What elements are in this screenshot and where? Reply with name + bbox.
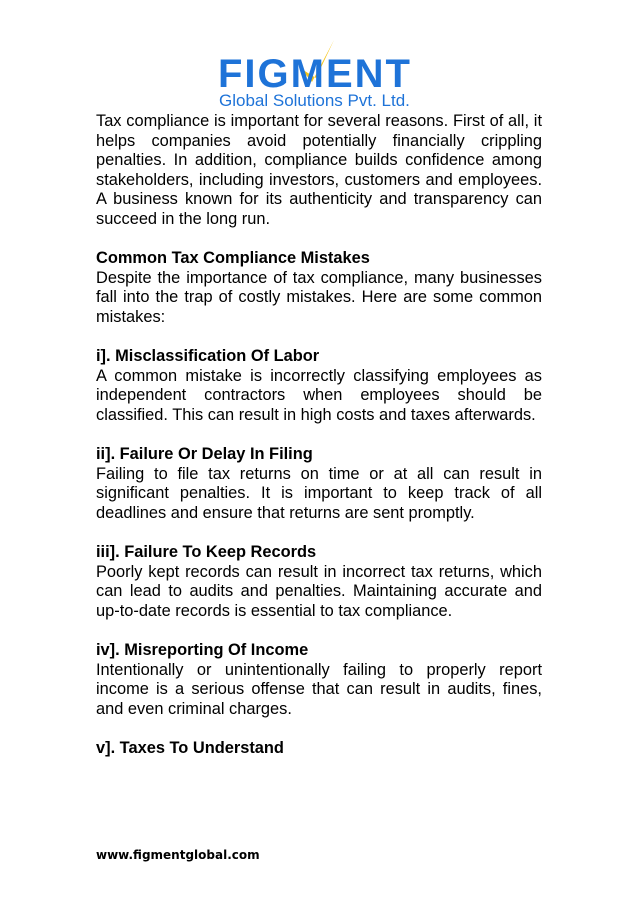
section-paragraph: Despite the importance of tax compliance, many businesses fall into the trap of costly mistakes. Here are some common mistakes: bbox=[96, 268, 542, 326]
section-paragraph: Poorly kept records can result in incorrect tax returns, which can lead to audits and penalties. Maintaining accurate and up-to-date records is essential to tax compliance. bbox=[96, 562, 542, 620]
section-heading: ii]. Failure Or Delay In Filing bbox=[96, 445, 313, 464]
document-body bbox=[96, 112, 542, 759]
section-heading: iii]. Failure To Keep Records bbox=[96, 543, 317, 562]
footer-website-link[interactable]: www.figmentglobal.com bbox=[96, 848, 260, 862]
intro-paragraph: Tax compliance is important for several reasons. First of all, it helps companies avoid potentially financially crippling penalties. In addition, compliance builds confidence among stakeholders, including investors, customers and employees. A business known for its authenticity and transparency can succeed in the long run. bbox=[96, 112, 542, 228]
section-paragraph: A common mistake is incorrectly classifying employees as independent contractors when employees should be classified. This can result in high costs and taxes afterwards. bbox=[96, 366, 542, 424]
company-logo bbox=[216, 38, 426, 110]
section-heading: v]. Taxes To Understand bbox=[96, 739, 284, 757]
logo-brand-text: FIGMENT bbox=[218, 52, 412, 96]
section-heading: iv]. Misreporting Of Income bbox=[96, 641, 309, 660]
section-heading: i]. Misclassification Of Labor bbox=[96, 347, 320, 366]
section-paragraph: Failing to file tax returns on time or at all can result in significant penalties. It is important to keep track of all deadlines and ensure that returns are sent promptly. bbox=[96, 464, 542, 522]
logo-subtitle: Global Solutions Pvt. Ltd. bbox=[219, 91, 410, 110]
section-paragraph: Intentionally or unintentionally failing to properly report income is a serious offense that can result in audits, fines, and even criminal charges. bbox=[96, 660, 542, 718]
section-heading: Common Tax Compliance Mistakes bbox=[96, 249, 370, 268]
